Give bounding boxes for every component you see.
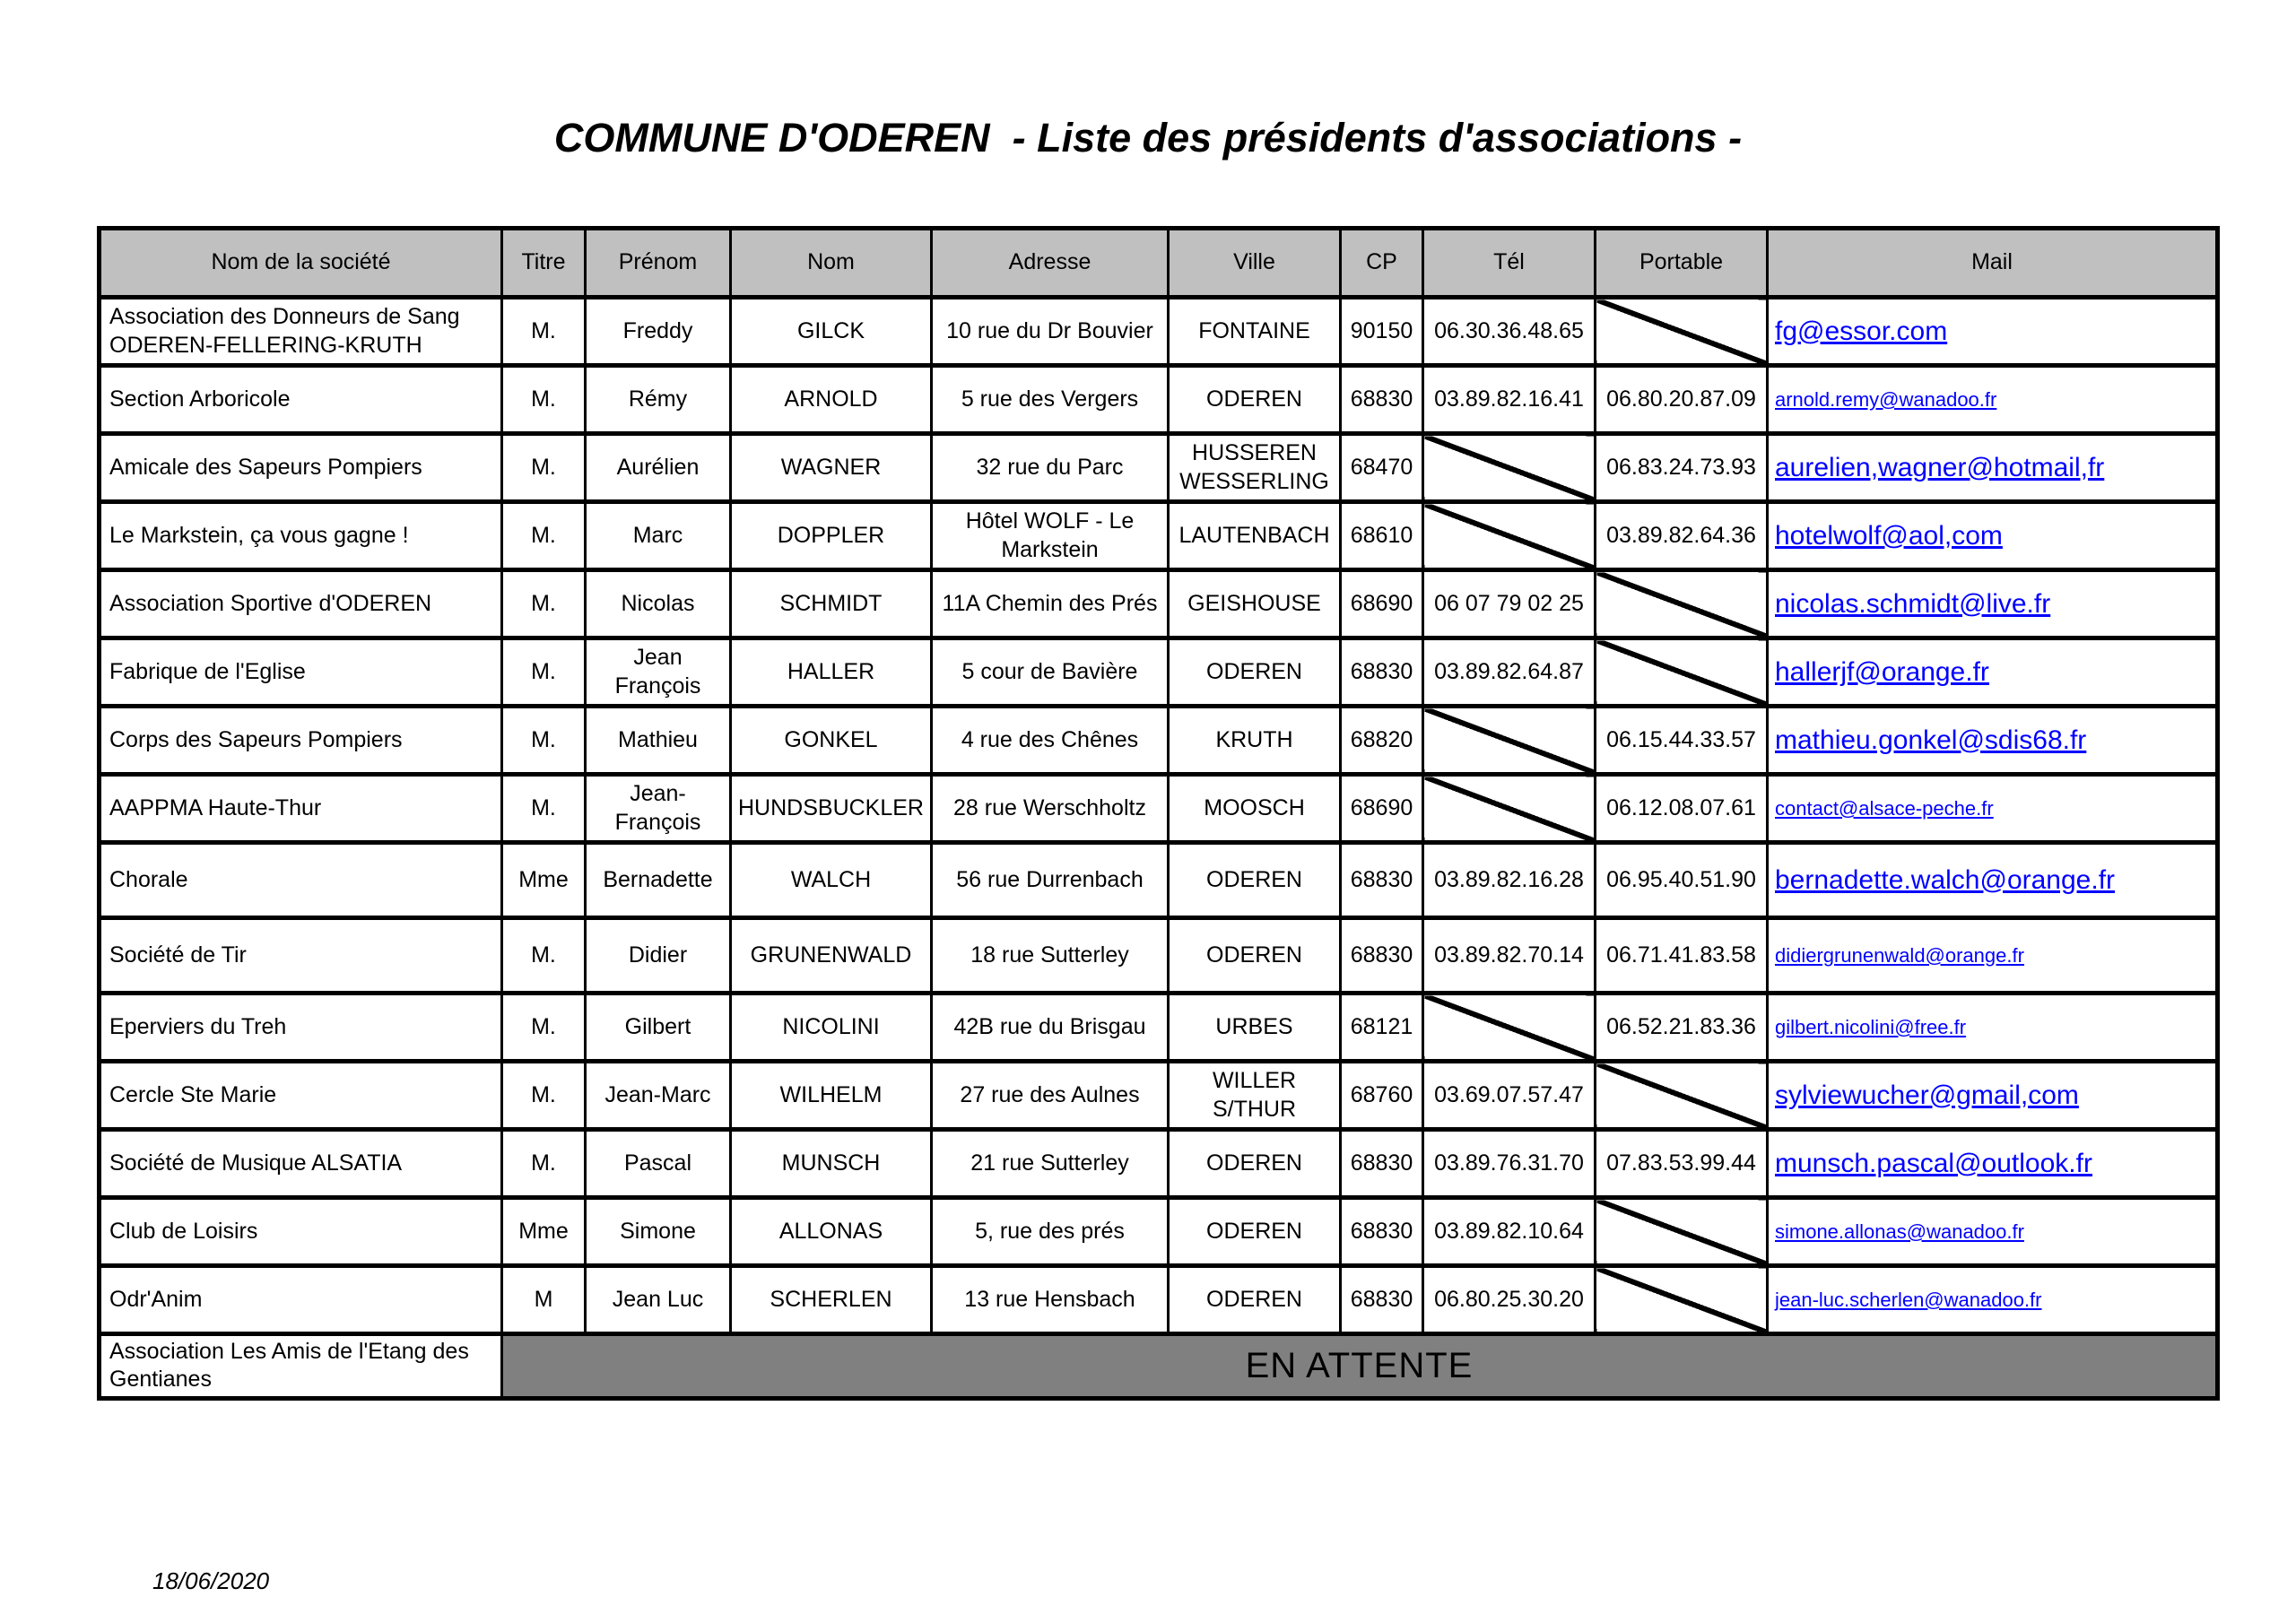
table-row — [100, 775, 2218, 843]
cell-adresse: Hôtel WOLF - Le Markstein — [932, 502, 1169, 570]
cell-societe: Club de Loisirs — [100, 1198, 502, 1266]
cell-ville: WILLER S/THUR — [1169, 1062, 1341, 1130]
cell-mail — [1768, 1062, 2218, 1130]
cell-portable: 06.52.21.83.36 — [1596, 994, 1768, 1062]
header-adresse: Adresse — [932, 229, 1169, 298]
cell-nom: WAGNER — [731, 434, 932, 502]
mail-link[interactable]: arnold.remy@wanadoo.fr — [1775, 387, 1997, 411]
mail-link[interactable]: nicolas.schmidt@live.fr — [1775, 588, 2051, 619]
table-row — [100, 1198, 2218, 1266]
empty-slash-cell — [1423, 502, 1596, 570]
header-row — [100, 229, 2218, 298]
cell-mail — [1768, 707, 2218, 775]
cell-ville: FONTAINE — [1169, 298, 1341, 366]
cell-cp: 68830 — [1341, 638, 1423, 707]
cell-nom: ALLONAS — [731, 1198, 932, 1266]
cell-mail — [1768, 775, 2218, 843]
cell-ville: ODEREN — [1169, 366, 1341, 434]
cell-cp: 68820 — [1341, 707, 1423, 775]
header-titre: Titre — [502, 229, 586, 298]
cell-nom: GONKEL — [731, 707, 932, 775]
date-label: 18/06/2020 — [152, 1567, 270, 1594]
mail-link[interactable]: jean-luc.scherlen@wanadoo.fr — [1775, 1288, 2042, 1311]
cell-cp: 68610 — [1341, 502, 1423, 570]
cell-titre: Mme — [502, 843, 586, 918]
mail-link[interactable]: bernadette.walch@orange.fr — [1775, 864, 2116, 895]
table-row — [100, 638, 2218, 707]
cell-titre: M. — [502, 1062, 586, 1130]
cell-nom: HALLER — [731, 638, 932, 707]
page-title: COMMUNE D'ODEREN - Liste des présidents d'associations - — [553, 115, 1743, 161]
cell-portable: 06.80.20.87.09 — [1596, 366, 1768, 434]
mail-link[interactable]: mathieu.gonkel@sdis68.fr — [1775, 725, 2087, 755]
cell-titre: M. — [502, 994, 586, 1062]
cell-ville: GEISHOUSE — [1169, 570, 1341, 638]
cell-prenom: Mathieu — [586, 707, 731, 775]
cell-societe: Association Les Amis de l'Etang des Gentianes — [100, 1334, 502, 1399]
table-row — [100, 502, 2218, 570]
empty-slash-cell — [1596, 1062, 1768, 1130]
empty-slash-cell — [1596, 1266, 1768, 1334]
cell-societe: Eperviers du Treh — [100, 994, 502, 1062]
table-row — [100, 918, 2218, 994]
cell-nom: NICOLINI — [731, 994, 932, 1062]
cell-cp: 68690 — [1341, 570, 1423, 638]
empty-slash-cell — [1596, 1198, 1768, 1266]
empty-slash-cell — [1423, 434, 1596, 502]
cell-nom: HUNDSBUCKLER — [731, 775, 932, 843]
cell-portable: 06.71.41.83.58 — [1596, 918, 1768, 994]
cell-ville: ODEREN — [1169, 1130, 1341, 1198]
cell-cp: 68121 — [1341, 994, 1423, 1062]
empty-slash-cell — [1596, 638, 1768, 707]
cell-portable: 07.83.53.99.44 — [1596, 1130, 1768, 1198]
mail-link[interactable]: munsch.pascal@outlook.fr — [1775, 1148, 2092, 1178]
cell-adresse: 27 rue des Aulnes — [932, 1062, 1169, 1130]
empty-slash-cell — [1423, 994, 1596, 1062]
mail-link[interactable]: didiergrunenwald@orange.fr — [1775, 943, 2024, 967]
empty-slash-cell — [1423, 707, 1596, 775]
cell-tel: 06.80.25.30.20 — [1423, 1266, 1596, 1334]
cell-titre: M. — [502, 570, 586, 638]
cell-nom: WILHELM — [731, 1062, 932, 1130]
cell-ville: URBES — [1169, 994, 1341, 1062]
cell-prenom: Bernadette — [586, 843, 731, 918]
table-row — [100, 1062, 2218, 1130]
cell-prenom: Jean-Marc — [586, 1062, 731, 1130]
cell-mail — [1768, 918, 2218, 994]
cell-adresse: 32 rue du Parc — [932, 434, 1169, 502]
table-row — [100, 298, 2218, 366]
cell-adresse: 5 cour de Bavière — [932, 638, 1169, 707]
cell-tel: 03.89.82.16.28 — [1423, 843, 1596, 918]
cell-prenom: Jean François — [586, 638, 731, 707]
empty-slash-cell — [1596, 298, 1768, 366]
cell-societe: Cercle Ste Marie — [100, 1062, 502, 1130]
cell-mail — [1768, 994, 2218, 1062]
cell-portable: 06.12.08.07.61 — [1596, 775, 1768, 843]
cell-ville: ODEREN — [1169, 918, 1341, 994]
cell-prenom: Rémy — [586, 366, 731, 434]
associations-table — [97, 226, 2220, 1401]
cell-adresse: 4 rue des Chênes — [932, 707, 1169, 775]
cell-mail — [1768, 366, 2218, 434]
cell-societe: Association des Donneurs de Sang ODEREN-FELLERING-KRUTH — [100, 298, 502, 366]
cell-ville: MOOSCH — [1169, 775, 1341, 843]
cell-mail — [1768, 1198, 2218, 1266]
cell-titre: Mme — [502, 1198, 586, 1266]
cell-ville: ODEREN — [1169, 843, 1341, 918]
table-row-pending — [100, 1334, 2218, 1399]
cell-adresse: 10 rue du Dr Bouvier — [932, 298, 1169, 366]
cell-mail — [1768, 502, 2218, 570]
cell-tel: 06.30.36.48.65 — [1423, 298, 1596, 366]
cell-tel: 03.69.07.57.47 — [1423, 1062, 1596, 1130]
header-prenom: Prénom — [586, 229, 731, 298]
cell-cp: 68760 — [1341, 1062, 1423, 1130]
mail-link[interactable]: sylviewucher@gmail,com — [1775, 1080, 2079, 1110]
cell-titre: M. — [502, 434, 586, 502]
cell-mail — [1768, 298, 2218, 366]
cell-cp: 68830 — [1341, 1198, 1423, 1266]
mail-link[interactable]: gilbert.nicolini@free.fr — [1775, 1015, 1967, 1038]
cell-adresse: 5, rue des prés — [932, 1198, 1169, 1266]
cell-prenom: Marc — [586, 502, 731, 570]
cell-tel: 06 07 79 02 25 — [1423, 570, 1596, 638]
header-cp: CP — [1341, 229, 1423, 298]
cell-nom: SCHMIDT — [731, 570, 932, 638]
cell-adresse: 56 rue Durrenbach — [932, 843, 1169, 918]
cell-titre: M. — [502, 918, 586, 994]
header-ville: Ville — [1169, 229, 1341, 298]
cell-nom: SCHERLEN — [731, 1266, 932, 1334]
cell-cp: 68830 — [1341, 843, 1423, 918]
cell-cp: 68830 — [1341, 1266, 1423, 1334]
cell-titre: M. — [502, 298, 586, 366]
cell-cp: 90150 — [1341, 298, 1423, 366]
cell-prenom: Nicolas — [586, 570, 731, 638]
mail-link[interactable]: aurelien,wagner@hotmail,fr — [1775, 452, 2105, 482]
cell-ville: HUSSEREN WESSERLING — [1169, 434, 1341, 502]
cell-prenom: Pascal — [586, 1130, 731, 1198]
empty-slash-cell — [1423, 775, 1596, 843]
cell-societe: Le Markstein, ça vous gagne ! — [100, 502, 502, 570]
cell-tel: 03.89.82.70.14 — [1423, 918, 1596, 994]
cell-cp: 68830 — [1341, 918, 1423, 994]
cell-cp: 68830 — [1341, 366, 1423, 434]
header-portable: Portable — [1596, 229, 1768, 298]
cell-adresse: 11A Chemin des Prés — [932, 570, 1169, 638]
table-row — [100, 570, 2218, 638]
cell-titre: M. — [502, 502, 586, 570]
cell-adresse: 21 rue Sutterley — [932, 1130, 1169, 1198]
cell-societe: Amicale des Sapeurs Pompiers — [100, 434, 502, 502]
cell-societe: Chorale — [100, 843, 502, 918]
cell-prenom: Aurélien — [586, 434, 731, 502]
cell-mail — [1768, 843, 2218, 918]
cell-tel: 03.89.82.10.64 — [1423, 1198, 1596, 1266]
cell-portable: 06.95.40.51.90 — [1596, 843, 1768, 918]
cell-nom: GRUNENWALD — [731, 918, 932, 994]
cell-adresse: 42B rue du Brisgau — [932, 994, 1169, 1062]
cell-nom: MUNSCH — [731, 1130, 932, 1198]
table-row — [100, 1266, 2218, 1334]
cell-societe: AAPPMA Haute-Thur — [100, 775, 502, 843]
cell-ville: ODEREN — [1169, 1198, 1341, 1266]
table-row — [100, 434, 2218, 502]
cell-titre: M. — [502, 638, 586, 707]
cell-societe: Association Sportive d'ODEREN — [100, 570, 502, 638]
cell-societe: Odr'Anim — [100, 1266, 502, 1334]
mail-link[interactable]: contact@alsace-peche.fr — [1775, 796, 1994, 820]
cell-titre: M — [502, 1266, 586, 1334]
cell-titre: M. — [502, 707, 586, 775]
cell-prenom: Jean-François — [586, 775, 731, 843]
cell-adresse: 13 rue Hensbach — [932, 1266, 1169, 1334]
mail-link[interactable]: hotelwolf@aol,com — [1775, 520, 2003, 551]
table-row — [100, 707, 2218, 775]
table-row — [100, 843, 2218, 918]
cell-societe: Société de Musique ALSATIA — [100, 1130, 502, 1198]
cell-ville: LAUTENBACH — [1169, 502, 1341, 570]
cell-cp: 68690 — [1341, 775, 1423, 843]
cell-portable: 06.83.24.73.93 — [1596, 434, 1768, 502]
header-tel: Tél — [1423, 229, 1596, 298]
cell-portable: 03.89.82.64.36 — [1596, 502, 1768, 570]
cell-societe: Société de Tir — [100, 918, 502, 994]
table-row — [100, 994, 2218, 1062]
mail-link[interactable]: simone.allonas@wanadoo.fr — [1775, 1219, 2024, 1243]
cell-titre: M. — [502, 1130, 586, 1198]
cell-portable: 06.15.44.33.57 — [1596, 707, 1768, 775]
cell-prenom: Jean Luc — [586, 1266, 731, 1334]
cell-prenom: Didier — [586, 918, 731, 994]
table-row — [100, 1130, 2218, 1198]
cell-societe: Section Arboricole — [100, 366, 502, 434]
cell-nom: WALCH — [731, 843, 932, 918]
mail-link[interactable]: fg@essor.com — [1775, 316, 1948, 346]
table-row — [100, 366, 2218, 434]
header-mail: Mail — [1768, 229, 2218, 298]
mail-link[interactable]: hallerjf@orange.fr — [1775, 656, 1989, 687]
cell-cp: 68470 — [1341, 434, 1423, 502]
cell-mail — [1768, 1266, 2218, 1334]
header-societe: Nom de la société — [100, 229, 502, 298]
cell-titre: M. — [502, 775, 586, 843]
cell-adresse: 5 rue des Vergers — [932, 366, 1169, 434]
cell-mail — [1768, 570, 2218, 638]
cell-nom: DOPPLER — [731, 502, 932, 570]
cell-ville: KRUTH — [1169, 707, 1341, 775]
cell-mail — [1768, 434, 2218, 502]
cell-tel: 03.89.82.64.87 — [1423, 638, 1596, 707]
cell-ville: ODEREN — [1169, 1266, 1341, 1334]
cell-adresse: 28 rue Werschholtz — [932, 775, 1169, 843]
cell-prenom: Freddy — [586, 298, 731, 366]
cell-prenom: Gilbert — [586, 994, 731, 1062]
cell-prenom: Simone — [586, 1198, 731, 1266]
cell-cp: 68830 — [1341, 1130, 1423, 1198]
empty-slash-cell — [1596, 570, 1768, 638]
cell-mail — [1768, 1130, 2218, 1198]
cell-tel: 03.89.82.16.41 — [1423, 366, 1596, 434]
cell-nom: ARNOLD — [731, 366, 932, 434]
cell-societe: Fabrique de l'Eglise — [100, 638, 502, 707]
cell-mail — [1768, 638, 2218, 707]
en-attente-cell: EN ATTENTE — [502, 1334, 2218, 1399]
cell-ville: ODEREN — [1169, 638, 1341, 707]
cell-adresse: 18 rue Sutterley — [932, 918, 1169, 994]
header-nom: Nom — [731, 229, 932, 298]
cell-titre: M. — [502, 366, 586, 434]
cell-nom: GILCK — [731, 298, 932, 366]
cell-tel: 03.89.76.31.70 — [1423, 1130, 1596, 1198]
cell-societe: Corps des Sapeurs Pompiers — [100, 707, 502, 775]
